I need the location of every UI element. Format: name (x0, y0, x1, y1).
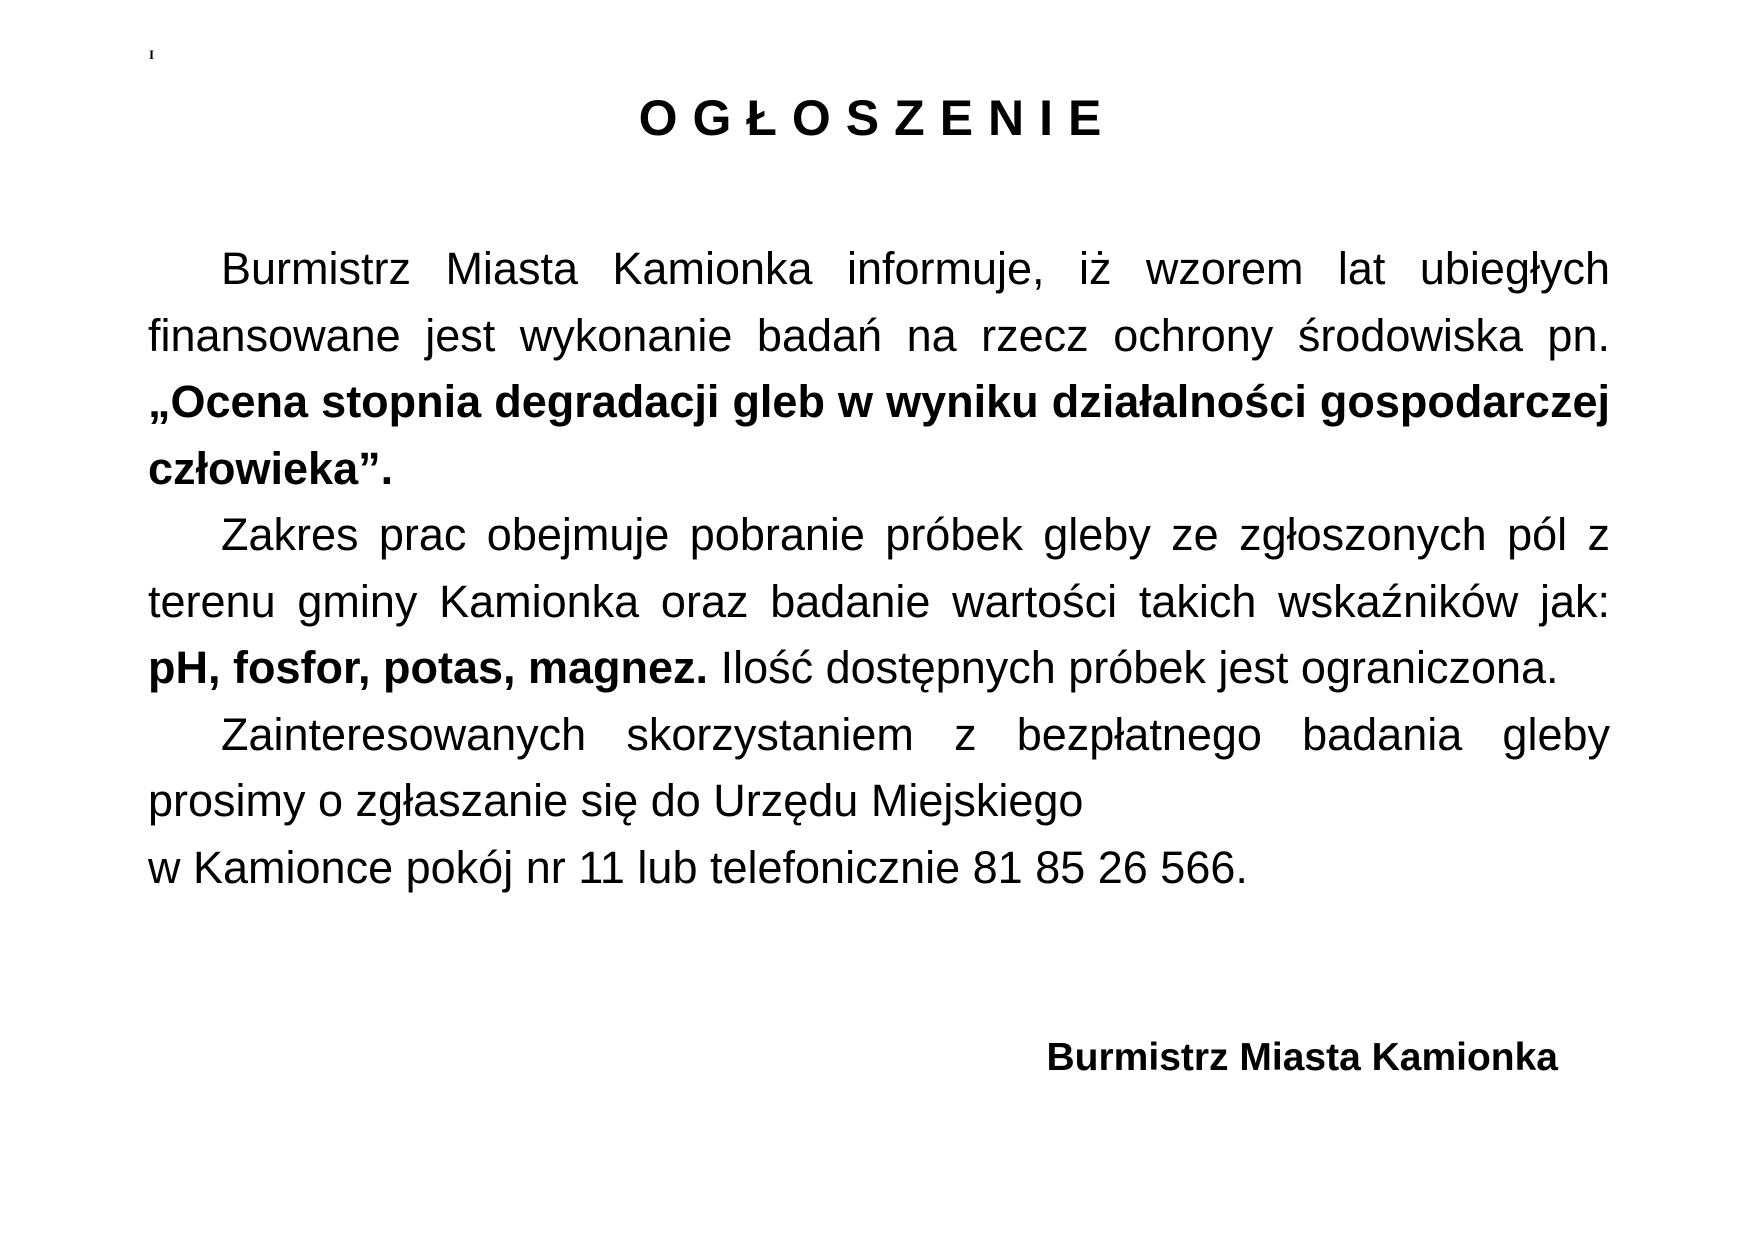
paragraph-scope-text: Zakres prac obejmuje pobranie próbek gleby ze zgłoszonych pól z terenu gminy Kamionka oraz badanie wartości takich wskaźników jak: (148, 509, 1610, 627)
soil-indicators: pH, fosfor, potas, magnez. (148, 642, 709, 693)
paragraph-intro-text: Burmistrz Miasta Kamionka informuje, iż wzorem lat ubiegłych finansowane jest wykonanie badań na rzecz ochrony środowiska pn. (148, 243, 1610, 361)
announcement-title: OGŁOSZENIE (638, 90, 1117, 146)
paragraph-contact (148, 702, 1610, 902)
announcement-body (148, 236, 1610, 901)
paragraph-scope (148, 502, 1610, 702)
signature: Burmistrz Miasta Kamionka (1046, 1036, 1558, 1079)
paragraph-scope-outro: Ilość dostępnych próbek jest ograniczona. (708, 642, 1559, 693)
paragraph-intro (148, 236, 1610, 502)
corner-mark: I (149, 47, 155, 62)
paragraph-contact-text: Zainteresowanych skorzystaniem z bezpłatnego badania gleby prosimy o zgłaszanie się do Urzędu Miejskiego w Kamionce pokój nr 11 lub telefonicznie 81 85 26 566. (148, 708, 1610, 893)
project-name: „Ocena stopnia degradacji gleb w wyniku działalności gospodarczej człowieka”. (148, 376, 1610, 494)
